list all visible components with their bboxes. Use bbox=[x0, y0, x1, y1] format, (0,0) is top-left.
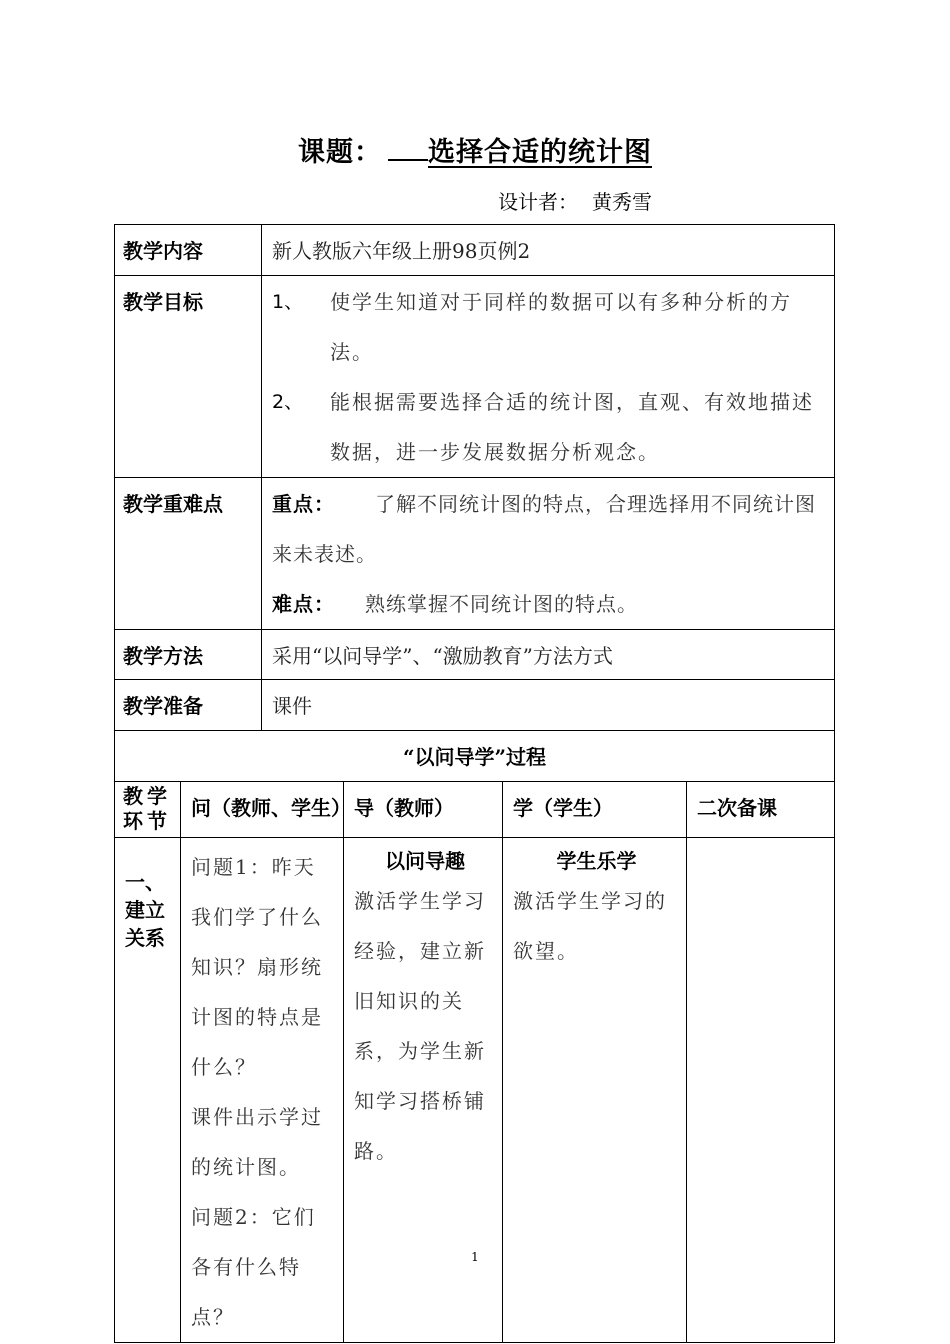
difficult-text: 熟练掌握不同统计图的特点。 bbox=[365, 592, 638, 616]
objective-label: 教学目标 bbox=[115, 276, 262, 478]
row-objectives bbox=[115, 276, 835, 478]
key-text: 了解不同统计图的特点，合理选择用不同统计图来未表述。 bbox=[272, 492, 816, 566]
designer-line bbox=[498, 186, 652, 215]
title-prefix: 课题： bbox=[298, 137, 382, 168]
content-value: 新人教版六年级上册98页例2 bbox=[262, 225, 835, 276]
row-content bbox=[115, 225, 835, 276]
title-topic: 选择合适的统计图 bbox=[428, 137, 652, 168]
keypoint-cell bbox=[262, 478, 835, 630]
guide-cell bbox=[344, 838, 503, 1343]
guide-title: 以问导趣 bbox=[385, 849, 465, 873]
ask-line: 课件出示学过的统计图。 bbox=[191, 1105, 323, 1179]
row-prep bbox=[115, 680, 835, 731]
col-ask: 问（教师、学生） bbox=[181, 782, 344, 838]
ask-cell bbox=[181, 838, 344, 1343]
section-name: 一、建立关系 bbox=[115, 838, 181, 1343]
method-value: 采用“以问导学”、“激励教育”方法方式 bbox=[262, 630, 835, 680]
objective-text: 使学生知道对于同样的数据可以有多种分析的方法。 bbox=[330, 290, 792, 364]
second-prep-cell bbox=[687, 838, 835, 1343]
key-label: 重点： bbox=[272, 492, 335, 516]
objective-number: 2、 bbox=[272, 391, 304, 413]
prep-label: 教学准备 bbox=[115, 680, 262, 731]
col-learn: 学（学生） bbox=[503, 782, 687, 838]
page-number: 1 bbox=[471, 1250, 479, 1264]
keypoint-label: 教学重难点 bbox=[115, 478, 262, 630]
learn-cell bbox=[503, 838, 687, 1343]
title-blank-underline bbox=[388, 137, 428, 161]
process-heading: “以问导学”过程 bbox=[115, 731, 835, 782]
row-keypoints bbox=[115, 478, 835, 630]
key-point bbox=[272, 479, 828, 579]
difficult-point bbox=[272, 579, 828, 629]
col-guide: 导（教师） bbox=[344, 782, 503, 838]
ask-line: 问题2：它们各有什么特点？ bbox=[191, 1205, 316, 1329]
row-method bbox=[115, 630, 835, 680]
objective-number: 1、 bbox=[272, 291, 304, 313]
learn-text: 激活学生学习的欲望。 bbox=[513, 889, 667, 963]
lesson-plan-table bbox=[114, 224, 835, 1343]
prep-value: 课件 bbox=[262, 680, 835, 731]
col-stage: 教学环节 bbox=[115, 782, 181, 838]
designer-label: 设计者： bbox=[498, 190, 578, 214]
difficult-label: 难点： bbox=[272, 592, 335, 616]
designer-name: 黄秀雪 bbox=[592, 190, 652, 214]
objective-text: 能根据需要选择合适的统计图，直观、有效地描述数据，进一步发展数据分析观念。 bbox=[330, 390, 814, 464]
content-label: 教学内容 bbox=[115, 225, 262, 276]
lesson-title bbox=[0, 130, 950, 169]
row-stage-1 bbox=[115, 838, 835, 1343]
objective-item bbox=[272, 377, 828, 477]
objective-cell bbox=[262, 276, 835, 478]
learn-title: 学生乐学 bbox=[556, 849, 637, 873]
col-second-prep: 二次备课 bbox=[687, 782, 835, 838]
objective-item bbox=[272, 277, 828, 377]
ask-line: 问题1：昨天我们学了什么知识？扇形统计图的特点是什么？ bbox=[191, 855, 323, 1079]
row-process-heading bbox=[115, 731, 835, 782]
row-column-headers bbox=[115, 782, 835, 838]
method-label: 教学方法 bbox=[115, 630, 262, 680]
guide-text: 激活学生学习经验，建立新旧知识的关系，为学生新知学习搭桥铺路。 bbox=[354, 889, 486, 1163]
